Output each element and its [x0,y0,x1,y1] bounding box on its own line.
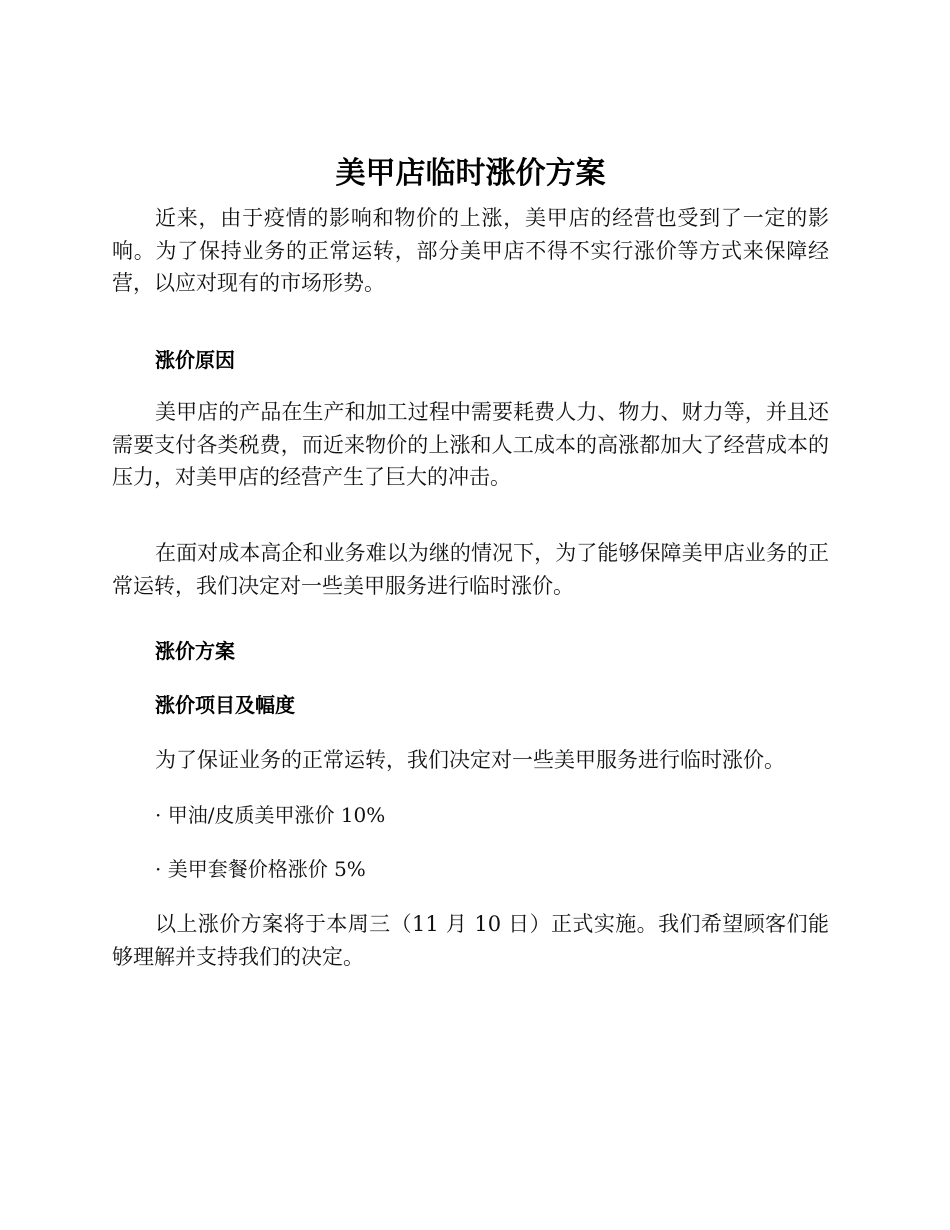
document-title: 美甲店临时涨价方案 [335,156,606,191]
intro-paragraph: 近来，由于疫情的影响和物价的上涨，美甲店的经营也受到了一定的影响。为了保持业务的正常运转，部分美甲店不得不实行涨价等方式来保障经营，以应对现有的市场形势。 [112,206,829,295]
closing-paragraph: 以上涨价方案将于本周三（11 月 10 日）正式实施。我们希望顾客们能够理解并支持我们的决定。 [112,912,829,969]
section-heading-plan: 涨价方案 [155,639,235,663]
subsection-heading-items: 涨价项目及幅度 [155,693,295,717]
list-item: · 甲油/皮质美甲涨价 10% [155,803,386,827]
reason-paragraph-2: 在面对成本高企和业务难以为继的情况下，为了能够保障美甲店业务的正常运转，我们决定对一些美甲服务进行临时涨价。 [112,541,829,598]
plan-paragraph: 为了保证业务的正常运转，我们决定对一些美甲服务进行临时涨价。 [155,748,785,772]
list-item: · 美甲套餐价格涨价 5% [155,857,366,881]
section-heading-reason: 涨价原因 [155,348,235,372]
reason-paragraph-1: 美甲店的产品在生产和加工过程中需要耗费人力、物力、财力等，并且还需要支付各类税费，而近来物价的上涨和人工成本的高涨都加大了经营成本的压力，对美甲店的经营产生了巨大的冲击。 [112,400,829,489]
